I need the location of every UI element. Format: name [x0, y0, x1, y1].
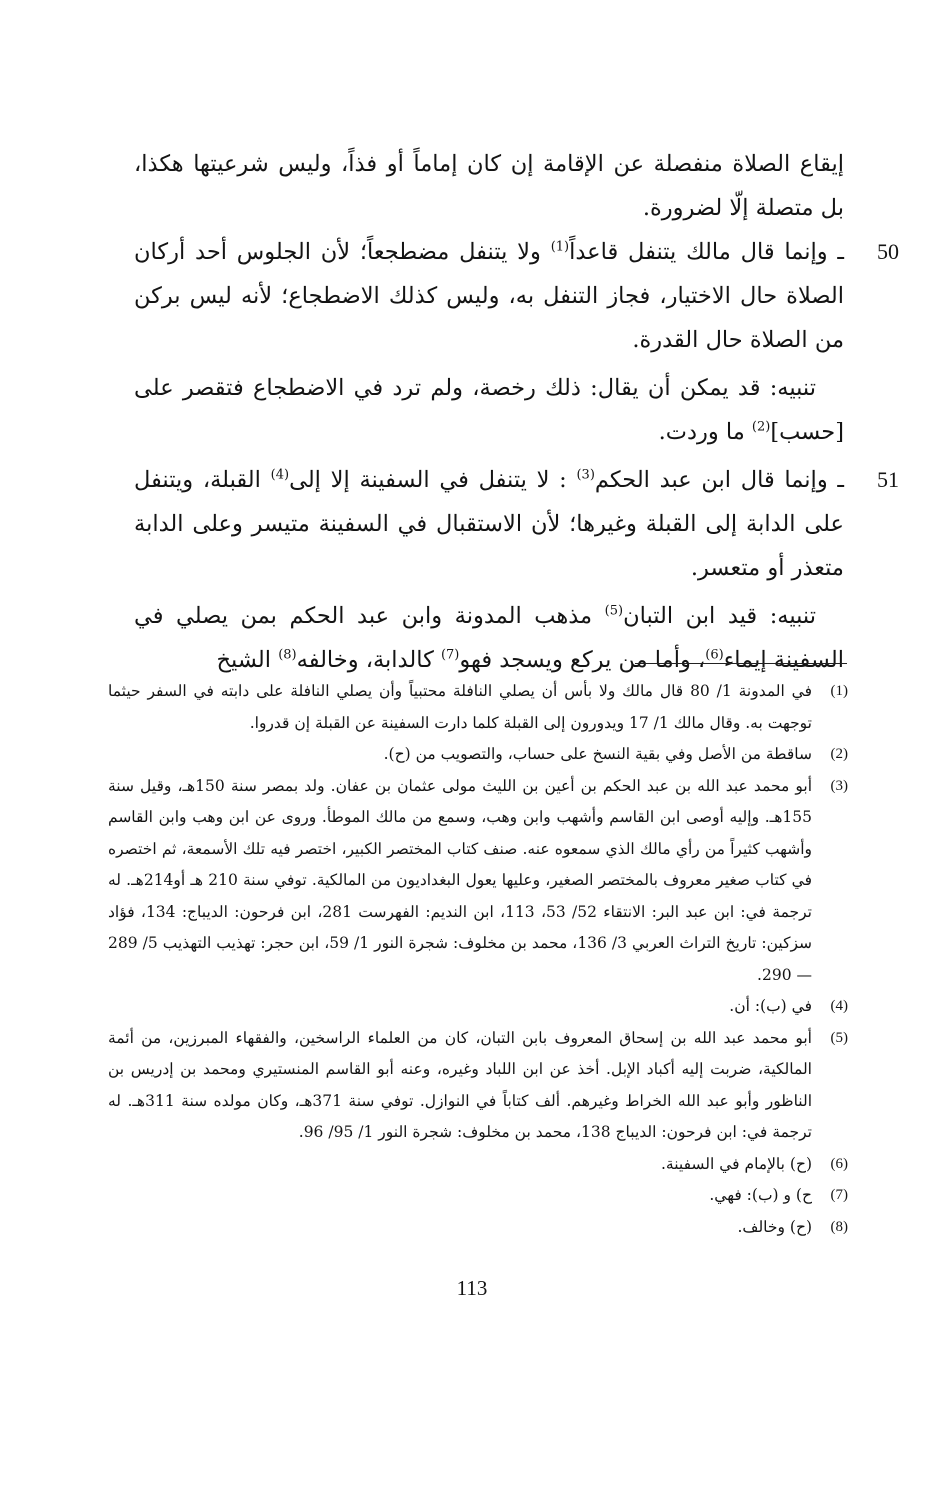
paragraph-number: 50: [877, 239, 899, 264]
footnote-text: في (ب): أن.: [729, 997, 812, 1015]
footnote-3: [108, 771, 848, 992]
footnote-ref-4[interactable]: (4): [270, 467, 290, 483]
page-number: 113: [456, 1276, 488, 1300]
footnote-ref-8[interactable]: (8): [278, 647, 297, 663]
paragraph-text: ما وردت.: [658, 419, 752, 445]
paragraph-text: ، وأما من يركع ويسجد فهو: [459, 647, 706, 673]
footnote-ref-2[interactable]: (2): [751, 419, 771, 435]
footnote-ref-1[interactable]: (1): [550, 239, 570, 255]
paragraph-text: ـ وإنما قال مالك يتنفل قاعداً: [569, 239, 845, 265]
paragraph-text: إيقاع الصلاة منفصلة عن الإقامة إن كان إماماً أو فذاً، وليس شرعيتها هكذا، بل متصلة إلّا لضرورة.: [134, 151, 844, 221]
footnote-6: [108, 1149, 848, 1181]
paragraph-text: تنبيه: قد يمكن أن يقال: ذلك رخصة، ولم ترد في الاضطجاع فتقصر على [حسب]: [134, 375, 844, 445]
footnote-ref-5[interactable]: (5): [604, 603, 624, 619]
main-text: [134, 142, 899, 682]
footnote-number: (4): [830, 998, 848, 1014]
paragraph-text: مذهب المدونة وابن عبد الحكم بمن يصلي في السفينة إيماء: [134, 603, 844, 673]
footnote-text: أبو محمد عبد الله بن عبد الحكم بن أعين بن الليث مولى عثمان بن عفان. ولد بمصر سنة 150هـ، وقيل سنة 155هـ. وإليه أوصى ابن القاسم وأشهب وابن وهب، وسمع من مالك الموطأ. وروى عن ابن وهب وابن القاسم وأشهب كثيراً من رأي مالك الذي سمعوه عنه. صنف كتاب المختصر الكبير، اختصر فيه تلك الأسمعة، ثم اختصره في كتاب صغير معروف بالمختصر الصغير، وعليها يعول البغداديون من المالكية. توفي سنة 210 هـ أو214هـ. له ترجمة في: ابن عبد البر: الانتقاء 52/ 53، 113، ابن النديم: الفهرست 281، ابن فرحون: الديباج: 134، فؤاد سزكين: تاريخ التراث العربي 3/ 136، محمد بن مخلوف: شجرة النور 1/ 59، ابن حجر: تهذيب التهذيب 5/ 289 — 290.: [108, 776, 813, 984]
note-paragraph-1: [134, 366, 844, 454]
footnote-ref-6[interactable]: (6): [705, 647, 724, 663]
note-paragraph-2: [134, 594, 844, 682]
paragraph-51: [134, 458, 899, 590]
paragraph-text: : لا يتنفل في السفينة إلا إلى: [289, 467, 577, 493]
footnote-text: في المدونة 1/ 80 قال مالك ولا بأس أن يصلي النافلة محتبياً وأن يصلي النافلة على دابته في السفر حيثما توجهت به. وقال مالك 1/ 17 ويدورون إلى القبلة كلما دارت السفينة عن القبلة إن قدروا.: [108, 682, 812, 732]
footnote-separator: [635, 663, 847, 664]
paragraph-text: الشيخ: [216, 647, 279, 673]
paragraph-text: القبلة، ويتنفل على الدابة إلى القبلة وغيرها؛ لأن الاستقبال في السفينة متيسر وعلى الدابة متعذر أو متعسر.: [134, 467, 844, 581]
footnote-number: (2): [830, 746, 848, 762]
footnote-text: ساقطة من الأصل وفي بقية النسخ على حساب، والتصويب من (ح).: [383, 745, 812, 763]
footnote-8: [108, 1212, 848, 1244]
footnote-number: (5): [830, 1029, 848, 1046]
paragraph-continuation: [134, 142, 844, 230]
footnotes: [108, 676, 848, 1243]
paragraph-text: كالدابة، وخالفه: [296, 647, 441, 673]
footnote-text: (ح) بالإمام في السفينة.: [661, 1154, 812, 1173]
paragraph-number: 51: [877, 467, 899, 492]
paragraph-text: ولا يتنفل مضطجعاً؛ لأن الجلوس أحد أركان الصلاة حال الاختيار، فجاز التنفل به، وليس كذلك الاضطجاع؛ لأنه ليس بركن من الصلاة حال القدرة.: [134, 239, 844, 353]
footnote-text: (ح) وخالف.: [737, 1217, 812, 1236]
paragraph-text: ـ وإنما قال ابن عبد الحكم: [594, 467, 844, 493]
footnote-7: [108, 1180, 848, 1212]
footnote-number: (6): [830, 1155, 848, 1172]
paragraph-50: [134, 230, 899, 362]
footnote-4: [108, 991, 848, 1023]
footnote-ref-3[interactable]: (3): [576, 467, 595, 483]
footnote-5: [108, 1023, 848, 1149]
footnote-number: (1): [830, 683, 848, 699]
footnote-ref-7[interactable]: (7): [440, 647, 460, 663]
footnote-1: [108, 676, 848, 739]
footnote-text: أبو محمد عبد الله بن إسحاق المعروف بابن التبان، كان من العلماء الراسخين، والفقهاء المبرزين، من أئمة المالكية، ضربت إليه أكباد الإبل. أخذ عن ابن اللباد وغيره، وعنه أبو القاسم المنستيري ومحمد بن إدريس بن الناظور وأبو عبد الله الخراط وغيرهم. ألف كتاباً في النوازل. توفي سنة 371هـ، وكان مولده سنة 311هـ. له ترجمة في: ابن فرحون: الديباج 138، محمد بن مخلوف: شجرة النور 1/ 95/ 96.: [108, 1028, 812, 1141]
footnote-number: (8): [830, 1218, 848, 1235]
footnote-number: (3): [830, 777, 848, 794]
paragraph-text: تنبيه: قيد ابن التبان: [623, 603, 816, 629]
footnote-2: [108, 739, 848, 771]
footnote-text: ح) و (ب): فهي.: [709, 1186, 812, 1204]
footnote-number: (7): [830, 1187, 848, 1203]
